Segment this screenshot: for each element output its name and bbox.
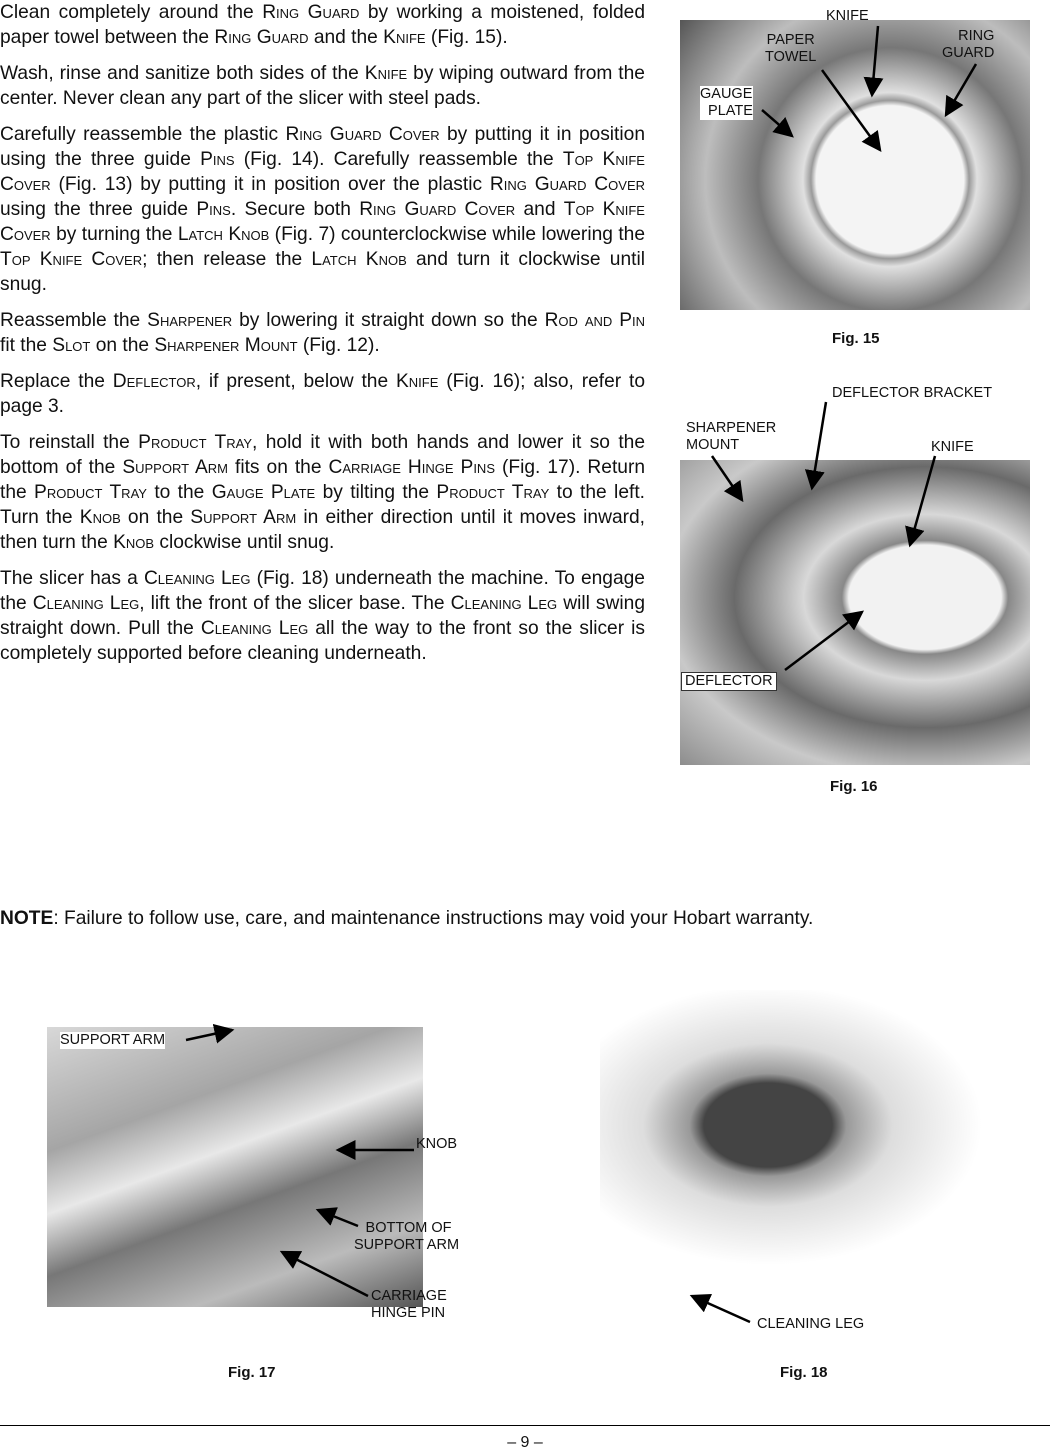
paragraph — [0, 369, 645, 419]
part-name: Ring Guard Cover — [489, 174, 645, 195]
text-run: fit the — [0, 335, 53, 356]
note — [0, 908, 1040, 930]
text-run: . Secure both — [230, 199, 360, 220]
part-name: Knife — [364, 63, 408, 84]
part-name: Top Knife Cover — [0, 149, 645, 195]
fig18-caption: Fig. 18 — [780, 1364, 828, 1381]
text-run: to the — [146, 482, 212, 503]
text-run: and the — [308, 27, 384, 48]
text-run: Reassemble the — [0, 310, 148, 331]
fig15-label-gauge-plate: GAUGE PLATE — [700, 86, 753, 119]
part-name: Top Knife Cover — [0, 199, 645, 245]
text-run: will swing straight down. Pull the — [0, 593, 645, 639]
text-run: clockwise until snug. — [154, 532, 335, 553]
text-run: (Fig. 13) by putting it in position over the plastic — [50, 174, 490, 195]
part-name: Sharpener Mount — [154, 335, 298, 356]
part-name: Ring Guard — [262, 2, 360, 23]
text-run: on the — [120, 507, 191, 528]
paragraph — [0, 308, 645, 358]
part-name: Sharpener — [147, 310, 233, 331]
text-run: by turning the — [50, 224, 178, 245]
text-run: Clean completely around the — [0, 2, 263, 23]
text-run: (Fig. 14). Carefully reassemble the — [234, 149, 563, 170]
paragraph — [0, 122, 645, 297]
part-name: Ring Guard Cover — [285, 124, 440, 145]
text-run: (Fig. 17). Return the — [0, 457, 646, 503]
fig16-photo — [680, 460, 1030, 765]
part-name: Support Arm — [190, 507, 297, 528]
fig16-label-knife: KNIFE — [931, 439, 974, 455]
text-run: ; then release the — [142, 249, 312, 270]
text-run: (Fig. 15). — [425, 27, 508, 48]
paragraph — [0, 430, 645, 555]
note-text: : Failure to follow use, care, and maintenance instructions may void your Hobart warranty. — [53, 908, 814, 929]
note-label: NOTE — [0, 908, 54, 929]
paragraph — [0, 61, 645, 111]
part-name: Cleaning Leg — [450, 593, 558, 614]
text-run: (Fig. 12). — [297, 335, 380, 356]
text-run: Carefully reassemble the plastic — [0, 124, 286, 145]
text-run: (Fig. 16); also, refer to page 3. — [0, 371, 645, 417]
part-name: Support Arm — [122, 457, 229, 478]
text-run: all the way to the front so the slicer is completely supported before cleaning underneath. — [0, 618, 645, 664]
part-name: Top Knife Cover — [0, 249, 143, 270]
footer-divider — [0, 1425, 1050, 1426]
text-run: in either direction until it moves inward, then turn the — [0, 507, 646, 553]
text-run: (Fig. 18) underneath the machine. To engage the — [0, 568, 645, 614]
text-run: , hold it with both hands and lower it so the bottom of the — [0, 432, 645, 478]
part-name: Pins — [200, 149, 235, 170]
part-name: Gauge Plate — [211, 482, 316, 503]
part-name: Cleaning Leg — [200, 618, 309, 639]
text-run: Replace the — [0, 371, 113, 392]
part-name: Latch Knob — [311, 249, 407, 270]
part-name: Product Tray — [138, 432, 253, 453]
part-name: Latch Knob — [177, 224, 270, 245]
text-run: by putting it in position using the three guide — [0, 124, 645, 170]
text-run: and turn it clockwise until snug. — [0, 249, 645, 295]
text-run: by tilting the — [315, 482, 437, 503]
fig15-label-knife: KNIFE — [826, 8, 869, 24]
text-run: by working a moistened, folded paper towel between the — [0, 2, 645, 48]
part-name: Rod and Pin — [544, 310, 645, 331]
instructions-text — [0, 0, 645, 677]
fig17-label-bottom-of-support-arm: BOTTOM OF SUPPORT ARM — [354, 1220, 460, 1253]
part-name: Slot — [52, 335, 91, 356]
page-number: – 9 – — [507, 1434, 543, 1451]
text-run: by wiping outward from the center. Never clean any part of the slicer with steel pads. — [0, 63, 645, 109]
part-name: Deflector — [112, 371, 196, 392]
text-run: and — [515, 199, 564, 220]
fig17-label-support-arm: SUPPORT ARM — [60, 1032, 166, 1048]
fig17-label-knob: KNOB — [416, 1136, 458, 1152]
fig17-photo — [47, 1027, 423, 1307]
text-run: The slicer has a — [0, 568, 144, 589]
fig15-caption: Fig. 15 — [832, 330, 880, 347]
paragraph — [0, 566, 645, 666]
text-run: by lowering it straight down so the — [232, 310, 545, 331]
part-name: Pins — [196, 199, 231, 220]
fig16-label-deflector: DEFLECTOR — [681, 672, 777, 691]
fig16-caption: Fig. 16 — [830, 778, 878, 795]
fig18-label-cleaning-leg: CLEANING LEG — [757, 1316, 865, 1332]
part-name: Knife — [395, 371, 439, 392]
part-name: Cleaning Leg — [143, 568, 251, 589]
fig18-photo — [600, 990, 1020, 1290]
part-name: Carriage Hinge Pins — [328, 457, 495, 478]
part-name: Cleaning Leg — [32, 593, 140, 614]
text-run: fits on the — [228, 457, 329, 478]
text-run: , lift the front of the slicer base. The — [139, 593, 451, 614]
text-run: using the three guide — [0, 199, 197, 220]
text-run: (Fig. 7) counterclockwise while lowering the — [269, 224, 645, 245]
text-run: To reinstall the — [0, 432, 139, 453]
fig16-label-sharpener-mount: SHARPENER MOUNT — [686, 420, 777, 453]
fig15-photo — [680, 20, 1030, 310]
fig17-caption: Fig. 17 — [228, 1364, 276, 1381]
part-name: Product Tray — [34, 482, 147, 503]
text-run: to the left. Turn the — [0, 482, 645, 528]
text-run: , if present, below the — [195, 371, 396, 392]
fig17-label-carriage-hinge-pin: CARRIAGE HINGE PIN — [371, 1288, 447, 1321]
text-run: on the — [90, 335, 155, 356]
part-name: Knob — [113, 532, 155, 553]
fig15-label-ring-guard: RING GUARD — [942, 28, 995, 61]
fig15-label-paper-towel: PAPER TOWEL — [765, 32, 817, 65]
part-name: Ring Guard Cover — [359, 199, 516, 220]
part-name: Knob — [79, 507, 121, 528]
part-name: Ring Guard — [214, 27, 309, 48]
paragraph — [0, 0, 645, 50]
fig16-label-deflector-bracket: DEFLECTOR BRACKET — [832, 385, 993, 401]
part-name: Product Tray — [436, 482, 550, 503]
text-run: Wash, rinse and sanitize both sides of the — [0, 63, 365, 84]
part-name: Knife — [383, 27, 426, 48]
